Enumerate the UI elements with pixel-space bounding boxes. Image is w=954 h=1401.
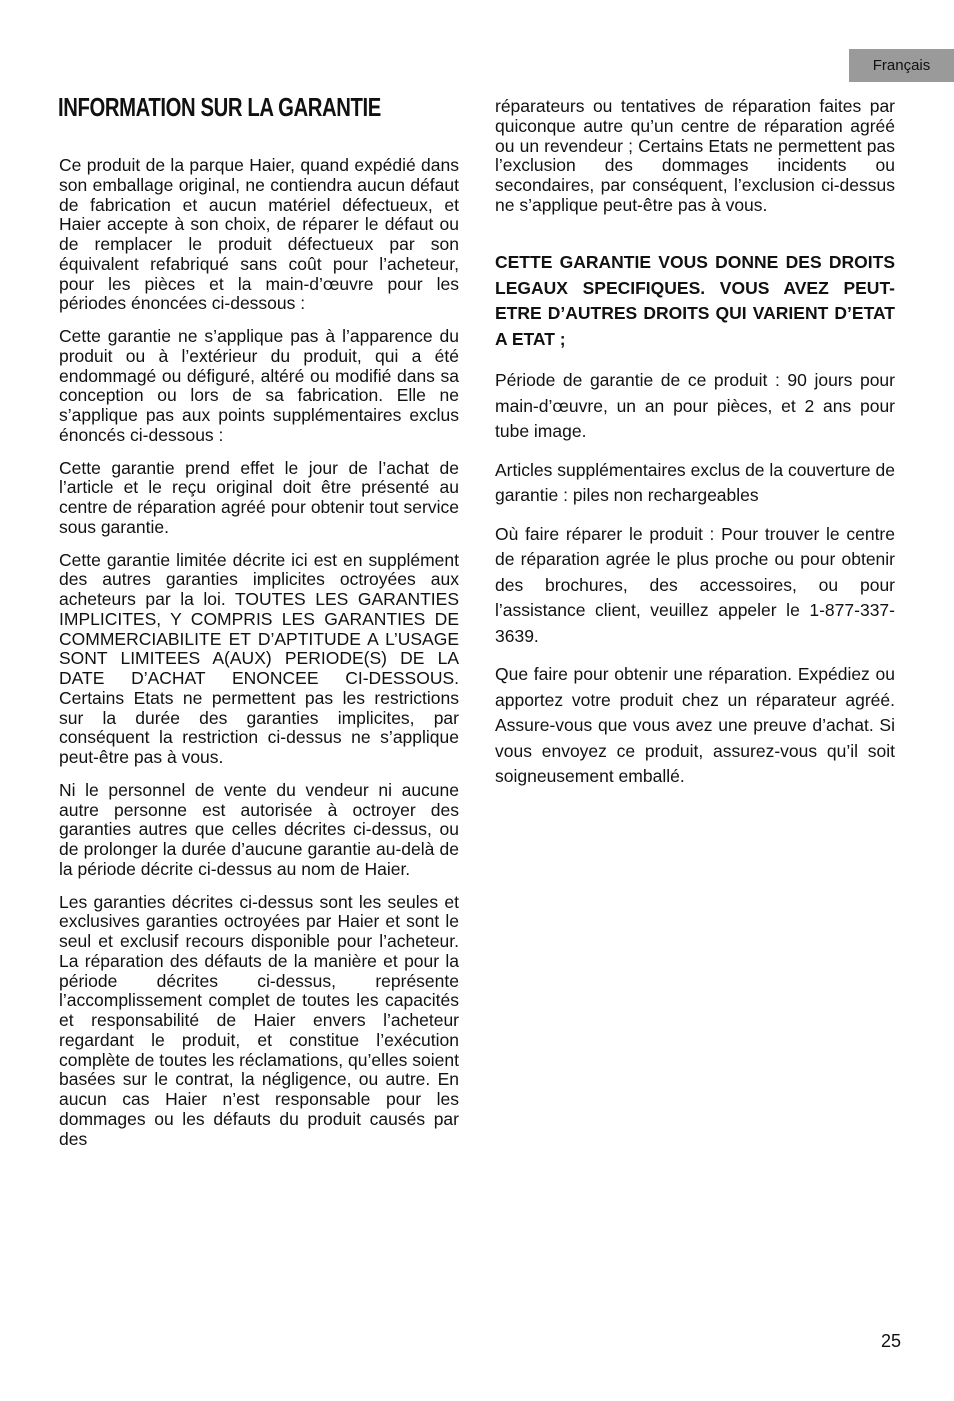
paragraph: réparateurs ou tentatives de réparation faites par quiconque autre qu’un centre de réparation agréé ou un revendeur ; Certains Etats ne permettent pas l’exclusion des dommages incidents ou secondaires, par conséquent, l’exclusion ci-dessus ne s’applique peut-être pas à vous. [495, 96, 895, 215]
left-column [59, 156, 459, 1162]
repair-instructions: Que faire pour obtenir une réparation. Expédiez ou apportez votre produit chez un réparateur agréé. Assure-vous que vous avez une preuve d’achat. Si vous envoyez ce produit, assurez-vous qu’il soit soigneusement emballé. [495, 664, 895, 786]
language-tab: Français [849, 49, 954, 82]
paragraph: Cette garantie limitée décrite ici est en supplément des autres garanties implicites octroyées aux acheteurs par la loi. TOUTES LES GARANTIES IMPLICITES, Y COMPRIS LES GARANTIES DE COMMERCIABILITE ET D’APTITUDE A L’USAGE SONT LIMITEES A(AUX) PERIODE(S) DE LA DATE D’ACHAT ENONCEE CI-DESSOUS. Certains Etats ne permettent pas les restrictions sur la durée des garanties implicites, par conséquent la restriction ci-dessus ne s’applique peut-être pas à vous. [59, 549, 459, 767]
paragraph: Ni le personnel de vente du vendeur ni aucune autre personne est autorisée à octroyer des garanties autres que celles décrites ci-dessus, ou de prolonger la durée d’aucune garantie au-delà de la période décrite ci-dessus au nom de Haier. [59, 779, 459, 879]
right-column [495, 250, 895, 803]
page-title: INFORMATION SUR LA GARANTIE [58, 92, 381, 122]
repair-location: Où faire réparer le produit : Pour trouver le centre de réparation agrée le plus proche ou pour obtenir des brochures, des accessoires, ou pour l’assistance client, veuillez appeler le 1-877-337-3639. [495, 523, 895, 646]
rights-notice: CETTE GARANTIE VOUS DONNE DES DROITS LEGAUX SPECIFIQUES. VOUS AVEZ PEUT-ETRE D’AUTRES DROITS QUI VARIENT D’ETAT A ETAT ; [495, 252, 895, 349]
paragraph: Cette garantie prend effet le jour de l’achat de l’article et le reçu original doit être présenté au centre de réparation agréé pour obtenir tout service sous garantie. [59, 457, 459, 537]
warranty-period: Période de garantie de ce produit : 90 jours pour main-d’œuvre, un an pour pièces, et 2 ans pour tube image. [495, 370, 895, 441]
page-number: 25 [881, 1331, 902, 1351]
excluded-items: Articles supplémentaires exclus de la couverture de garantie : piles non rechargeables [495, 459, 895, 505]
right-column-continuation [495, 97, 895, 216]
paragraph: Les garanties décrites ci-dessus sont les seules et exclusives garanties octroyées par Haier et sont le seul et exclusif recours disponible pour l’acheteur. La réparation des défauts de la manière et pour la période décrites ci-dessus, représente l’accomplissement complet de toutes les capacités et responsabilité de Haier envers l’acheteur regardant le produit, et constitue l’exécution complète de toutes les réclamations, qu’elles soient basées sur le contrat, la négligence, ou autre. En aucun cas Haier n’est responsable pour les dommages ou les défauts du produit causés par des [59, 891, 459, 1149]
paragraph: Cette garantie ne s’applique pas à l’apparence du produit ou à l’extérieur du produit, qui a été endommagé ou défiguré, altéré ou modifié dans sa conception ou lors de sa fabrication. Elle ne s’applique pas aux points supplémentaires exclus énoncés ci-dessous : [59, 326, 459, 445]
paragraph: Ce produit de la parque Haier, quand expédié dans son emballage original, ne contiendra aucun défaut de fabrication et aucun matériel défectueux, et Haier accepte à son choix, de réparer le défaut ou de remplacer le produit défectueux par son équivalent refabriqué sans coût pour l’acheteur, pour les pièces et la main-d’œuvre pour les périodes énoncées ci-dessous : [59, 155, 459, 314]
